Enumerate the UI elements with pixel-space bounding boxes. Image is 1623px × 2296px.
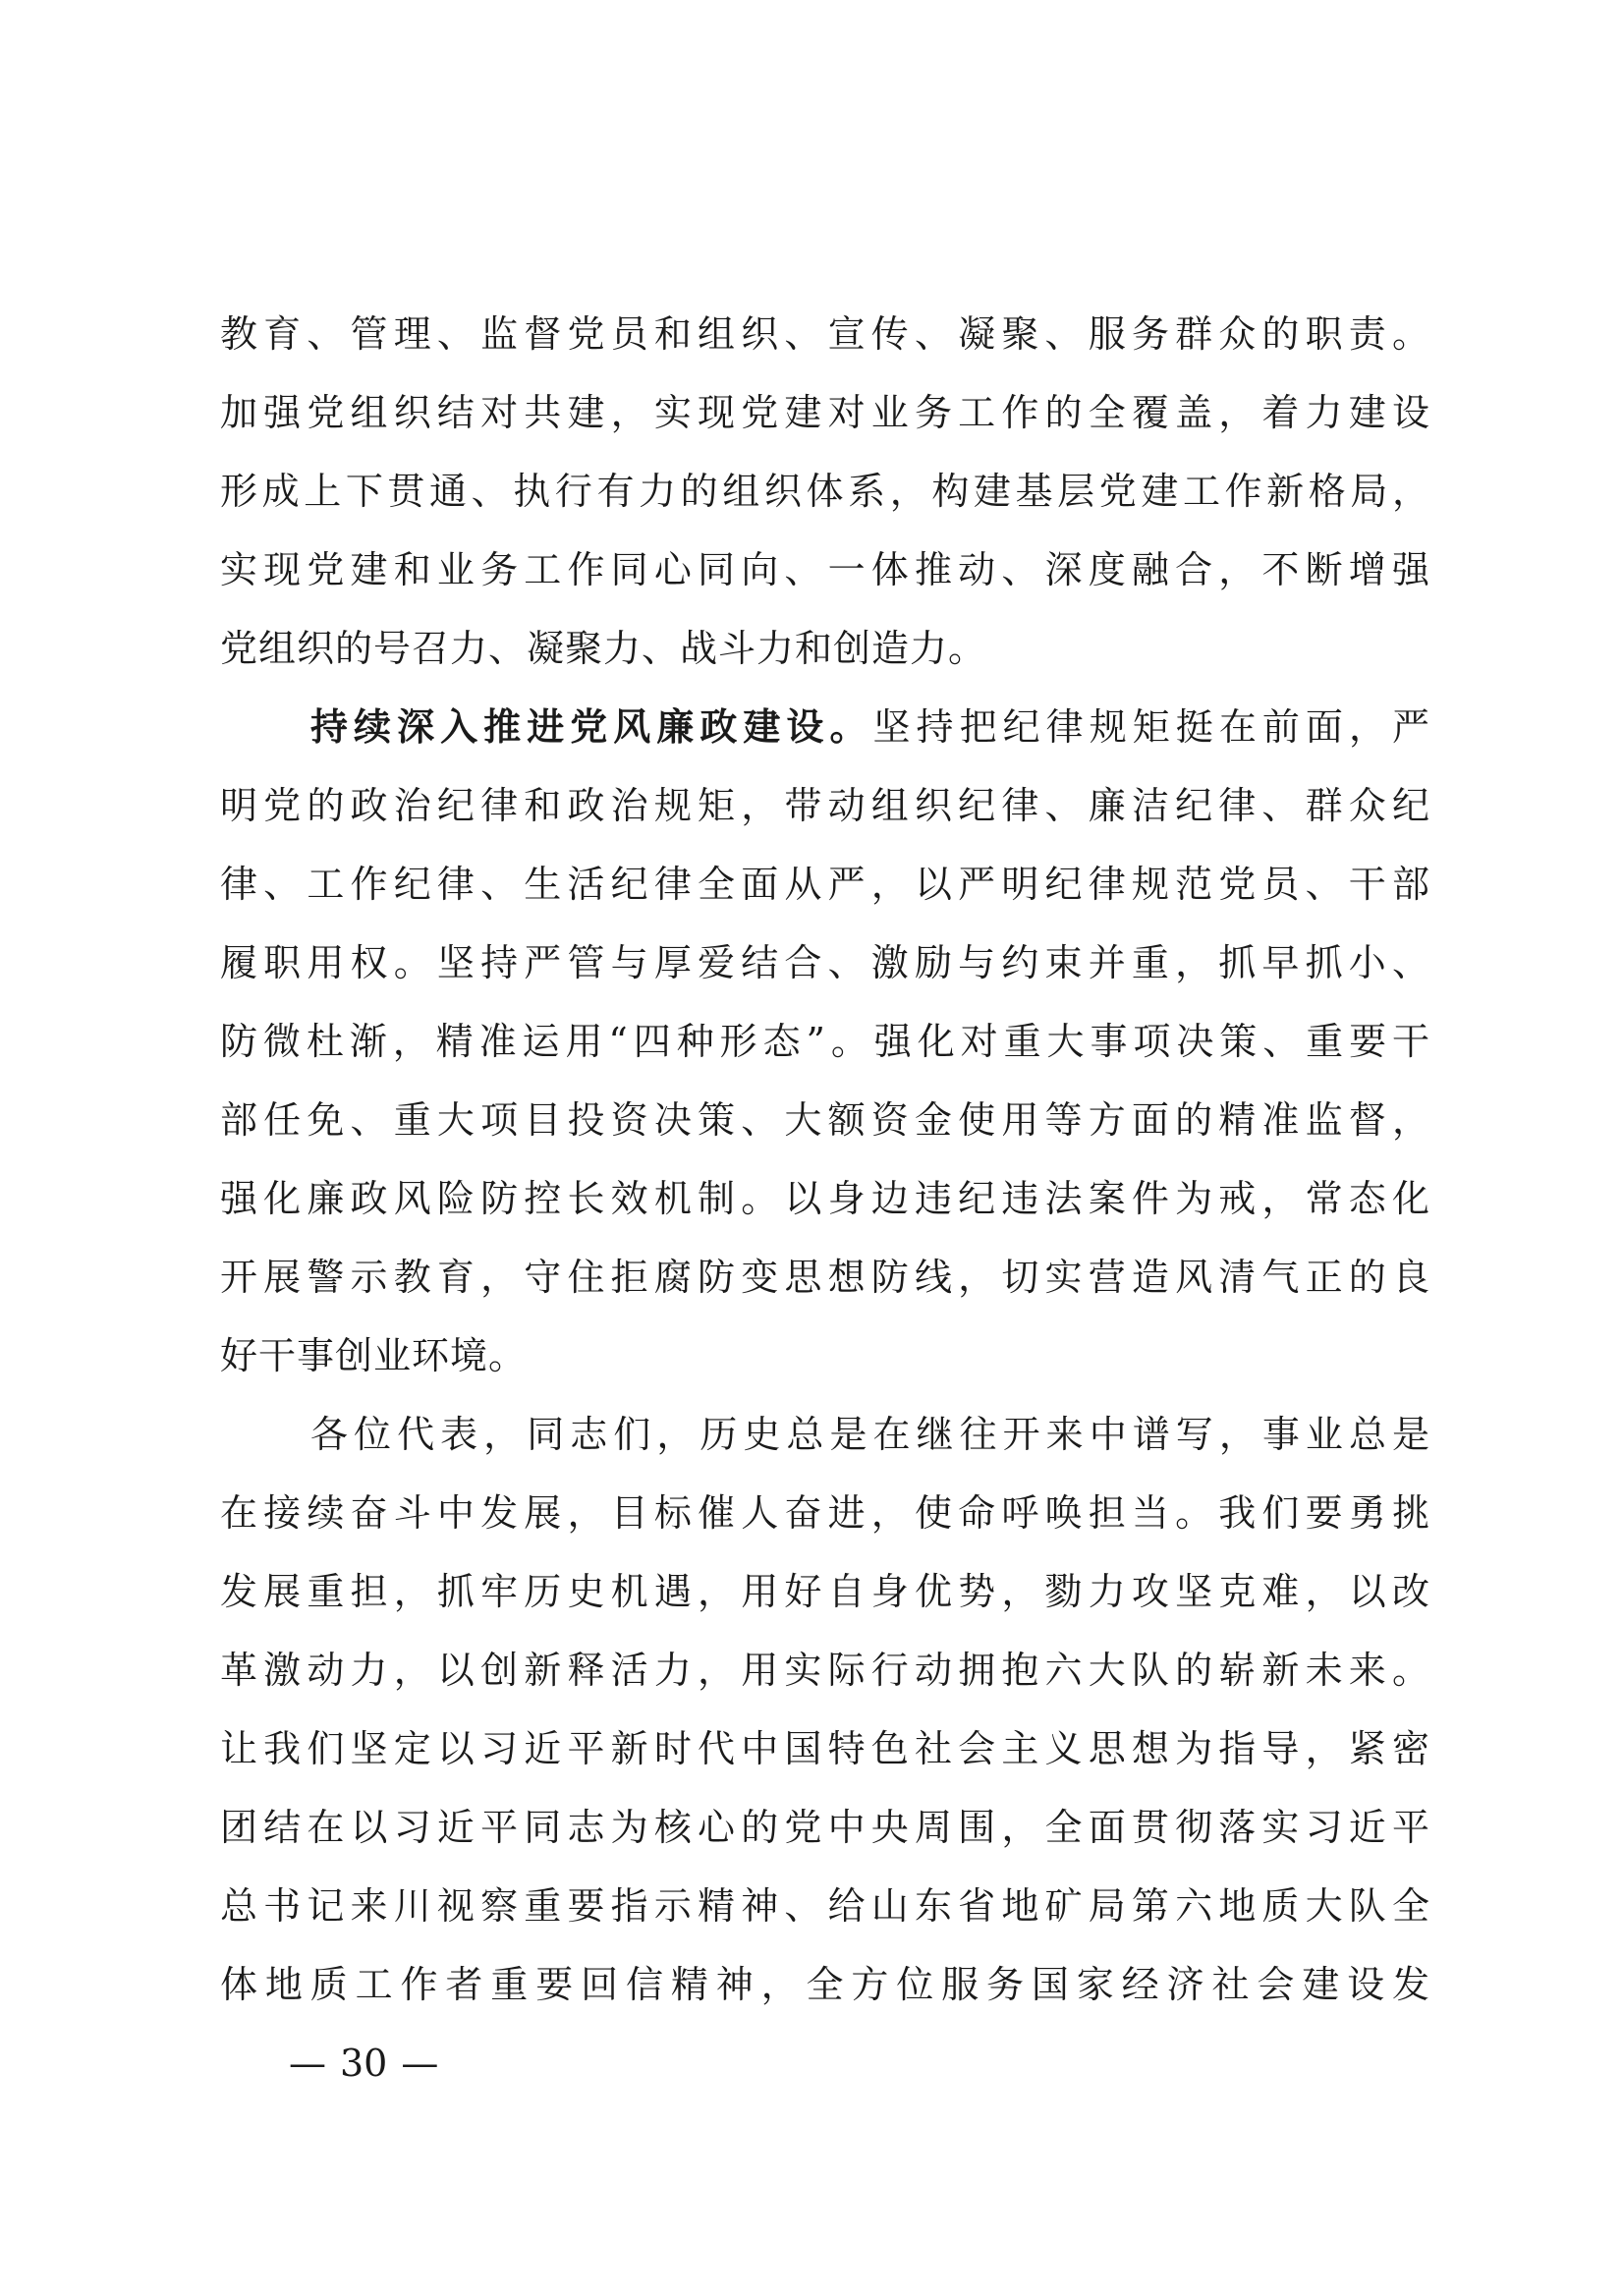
text-line: 好干事创业环境。 [220,1334,528,1377]
paragraph-first-line-text: 坚持把纪律规矩挺在前面，严 [872,705,1430,749]
text-line: 形成上下贯通、执行有力的组织体系，构建基层党建工作新格局， [220,470,1430,513]
paragraph-first-line: 各位代表，同志们，历史总是在继往开来中谱写，事业总是 [310,1413,1430,1456]
paragraph-party-organization [220,295,1430,688]
page-number-footer [275,2034,452,2093]
page-number: 30 [340,2042,388,2085]
paragraph-first-line [220,688,1430,766]
text-line: 明党的政治纪律和政治规矩，带动组织纪律、廉洁纪律、群众纪 [220,784,1430,827]
paragraph-closing-remarks [220,1395,1430,2024]
paragraph-clean-governance [220,688,1430,1395]
text-line: 党组织的号召力、凝聚力、战斗力和创造力。 [220,627,987,670]
text-line: 强化廉政风险防控长效机制。以身边违纪违法案件为戒，常态化 [220,1177,1430,1220]
text-line: 开展警示教育，守住拒腐防变思想防线，切实营造风清气正的良 [220,1256,1430,1299]
text-line: 防微杜渐，精准运用“四种形态”。强化对重大事项决策、重要干 [220,1020,1430,1063]
text-line: 在接续奋斗中发展，目标催人奋进，使命呼唤担当。我们要勇挑 [220,1491,1430,1535]
page-number-dash-left: — [289,2042,326,2085]
text-line: 团结在以习近平同志为核心的党中央周围，全面贯彻落实习近平 [220,1806,1430,1849]
text-line: 革激动力，以创新释活力，用实际行动拥抱六大队的崭新未来。 [220,1649,1430,1692]
text-line: 体地质工作者重要回信精神，全方位服务国家经济社会建设发 [220,1963,1430,2006]
text-line: 部任免、重大项目投资决策、大额资金使用等方面的精准监督， [220,1098,1430,1142]
text-line: 实现党建和业务工作同心同向、一体推动、深度融合，不断增强 [220,548,1430,591]
body-text [220,295,1430,2024]
text-line: 教育、管理、监督党员和组织、宣传、凝聚、服务群众的职责。 [220,312,1430,356]
text-line: 加强党组织结对共建，实现党建对业务工作的全覆盖，着力建设 [220,391,1430,434]
text-line: 让我们坚定以习近平新时代中国特色社会主义思想为指导，紧密 [220,1727,1430,1770]
text-line: 总书记来川视察重要指示精神、给山东省地矿局第六地质大队全 [220,1884,1430,1928]
page-number-dash-right: — [401,2042,439,2085]
text-line: 履职用权。坚持严管与厚爱结合、激励与约束并重，抓早抓小、 [220,941,1430,984]
text-line: 发展重担，抓牢历史机遇，用好自身优势，勠力攻坚克难，以改 [220,1570,1430,1613]
text-line: 律、工作纪律、生活纪律全面从严，以严明纪律规范党员、干部 [220,863,1430,906]
paragraph-heading: 持续深入推进党风廉政建设。 [310,704,873,749]
